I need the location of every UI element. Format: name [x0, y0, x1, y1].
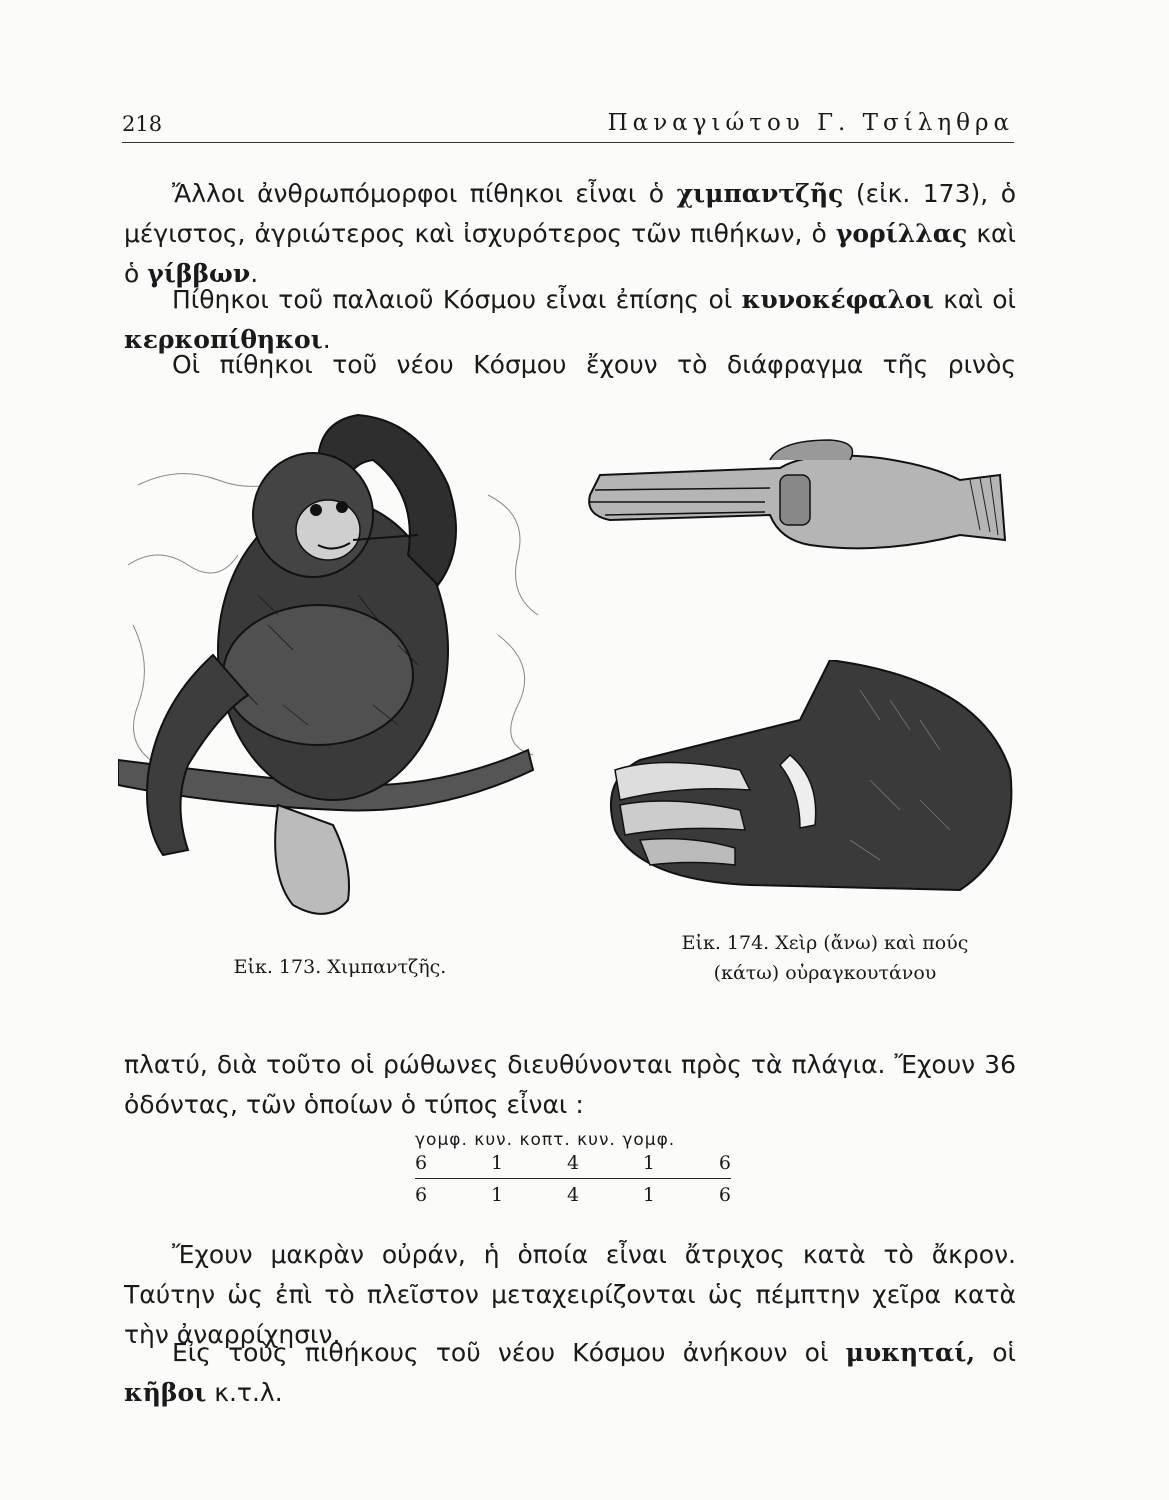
formula-cell: 1 [490, 1152, 504, 1174]
paragraph-new-world-monkeys-start: Οἱ πίθηκοι τοῦ νέου Κόσμου ἔχουν τὸ διάφραγμα τῆς ρινὸς [172, 350, 1016, 379]
paragraph-nose-and-teeth: πλατύ, διὰ τοῦτο οἱ ρώθωνες διευθύνονται πρὸς τὰ πλάγια. Ἔχουν 36 ὀδόντας, τῶν ὁποίων ὁ τύπος εἶναι : [124, 1050, 1016, 1119]
formula-cell: 4 [566, 1184, 580, 1206]
chimpanzee-illustration [118, 405, 558, 945]
figure-174-caption-line1: Εἰκ. 174. Χεὶρ (ἄνω) καὶ πούς [681, 932, 969, 954]
figure-174-caption [630, 928, 1020, 988]
formula-cell: 6 [415, 1152, 428, 1174]
dental-formula-lower [415, 1182, 731, 1208]
paragraph-anthropoid-apes: Ἄλλοι ἀνθρωπόμορφοι πίθηκοι εἶναι ὁ χιμπαντζῆς (εἰκ. 173), ὁ μέγιστος, ἀγριώτερος καὶ ἰσχυρότερος τῶν πιθήκων, ὁ γορίλλας καὶ ὁ γίββων. [124, 179, 1016, 288]
dental-formula-upper [415, 1150, 731, 1176]
figure-174-caption-line2: (κάτω) οὐραγκουτάνου [713, 962, 937, 984]
paragraph-tail: Ἔχουν μακρὰν οὐράν, ἡ ὁποία εἶναι ἄτριχος κατὰ τὸ ἄκρον. Ταύτην ὡς ἐπὶ τὸ πλεῖστον μεταχειρίζονται ὡς πέμπτην χεῖρα κατὰ τὴν ἀναρρίχησιν. [124, 1240, 1016, 1349]
dental-formula [415, 1130, 740, 1208]
dental-formula-divider [415, 1178, 731, 1179]
formula-cell: 1 [642, 1184, 655, 1206]
formula-cell: 6 [415, 1184, 428, 1206]
page-header [122, 108, 1014, 143]
page-number: 218 [122, 112, 163, 136]
dental-formula-header: γομφ. κυν. κοπτ. κυν. γομφ. [415, 1130, 676, 1150]
figure-173-caption: Εἰκ. 173. Χιμπαντζῆς. [233, 956, 447, 978]
formula-cell: 1 [490, 1184, 504, 1206]
paragraph-new-world-genera: Εἰς τοὺς πιθήκους τοῦ νέου Κόσμου ἀνήκουν οἱ μυκηταί, οἱ κῆβοι κ.τ.λ. [124, 1338, 1017, 1407]
formula-cell: 1 [642, 1152, 655, 1174]
orangutan-foot-illustration [600, 660, 1020, 900]
formula-cell: 4 [566, 1152, 580, 1174]
formula-cell: 6 [718, 1184, 731, 1206]
orangutan-hand-illustration [580, 420, 1020, 570]
running-head: Παναγιώτου Γ. Τσίληθρα [607, 110, 1014, 136]
formula-cell: 6 [718, 1152, 731, 1174]
paragraph-old-world-monkeys: Πίθηκοι τοῦ παλαιοῦ Κόσμου εἶναι ἐπίσης οἱ κυνοκέφαλοι καὶ οἱ κερκοπίθηκοι. [124, 285, 1016, 354]
